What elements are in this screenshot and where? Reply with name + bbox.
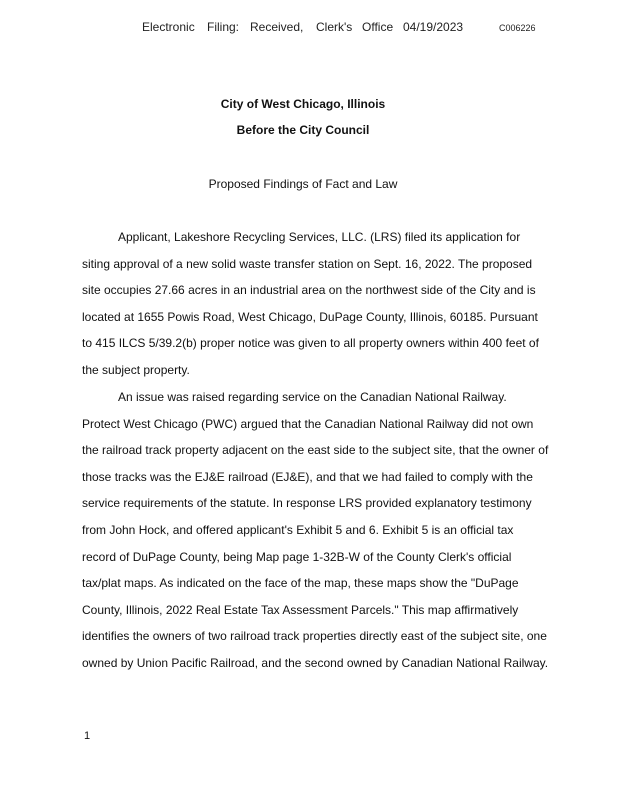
paragraph-line: those tracks was the EJ&E railroad (EJ&E), and that we had failed to comply with the	[82, 469, 533, 484]
paragraph-line: to 415 ILCS 5/39.2(b) proper notice was given to all property owners within 400 feet of	[82, 336, 539, 351]
header-document-code: C006226	[499, 23, 536, 33]
paragraph-line: located at 1655 Powis Road, West Chicago, DuPage County, Illinois, 60185. Pursuant	[82, 309, 538, 324]
paragraph-line: siting approval of a new solid waste transfer station on Sept. 16, 2022. The proposed	[82, 256, 533, 271]
document-subtitle: Proposed Findings of Fact and Law	[208, 177, 398, 191]
paragraph-line: the railroad track property adjacent on the east side to the subject site, that the owner of	[82, 443, 549, 458]
paragraph-line: owned by Union Pacific Railroad, and the second owned by Canadian National Railway.	[82, 655, 549, 670]
header-electronic: Electronic	[142, 20, 195, 34]
paragraph-line: tax/plat maps. As indicated on the face of the map, these maps show the "DuPage	[82, 576, 519, 591]
header-office: Office	[362, 20, 394, 34]
paragraph-line: Applicant, Lakeshore Recycling Services, LLC. (LRS) filed its application for	[118, 230, 521, 244]
page-number: 1	[84, 730, 91, 742]
paragraph-line: record of DuPage County, being Map page 1-32B-W of the County Clerk's official	[82, 549, 512, 564]
filing-header	[0, 20, 618, 38]
paragraph-line: identifies the owners of two railroad track properties directly east of the subject site, one	[82, 629, 547, 644]
paragraph-line: County, Illinois, 2022 Real Estate Tax Assessment Parcels." This map affirmatively	[82, 602, 519, 617]
header-clerks: Clerk's	[316, 20, 353, 34]
document-title-city: City of West Chicago, Illinois	[220, 97, 386, 111]
paragraph-line: the subject property.	[82, 362, 190, 377]
document-title-council: Before the City Council	[236, 123, 370, 137]
header-filing: Filing:	[207, 20, 240, 34]
paragraph-railway-issue	[82, 384, 552, 677]
paragraph-line: Protect West Chicago (PWC) argued that the Canadian National Railway did not own	[82, 416, 534, 431]
paragraph-line: An issue was raised regarding service on the Canadian National Railway.	[118, 390, 507, 404]
paragraph-line: service requirements of the statute. In response LRS provided explanatory testimony	[82, 496, 532, 511]
paragraph-application	[82, 224, 552, 384]
header-received: Received,	[250, 20, 304, 34]
header-date: 04/19/2023	[403, 20, 464, 34]
paragraph-line: site occupies 27.66 acres in an industrial area on the northwest side of the City and is	[82, 283, 536, 298]
paragraph-line: from John Hock, and offered applicant's Exhibit 5 and 6. Exhibit 5 is an official tax	[82, 522, 514, 537]
